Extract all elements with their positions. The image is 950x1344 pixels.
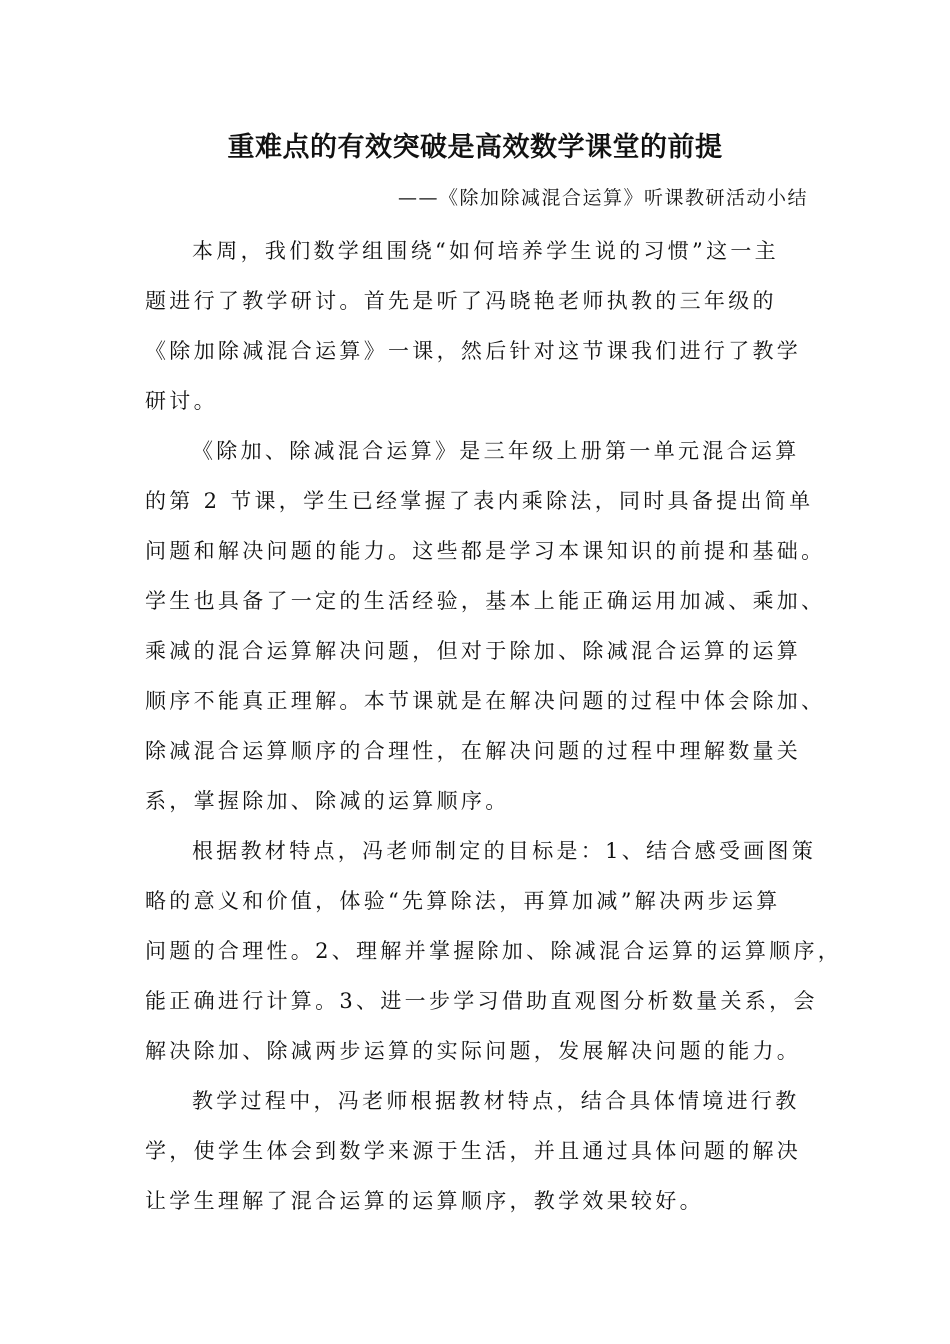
paragraph-1-line: 《除加除减混合运算》一课，然后针对这节课我们进行了教学 [145, 339, 802, 363]
paragraph-2-line: 的第 2 节课，学生已经掌握了表内乘除法，同时具备提出简单 [145, 489, 814, 513]
paragraph-2-line: 系，掌握除加、除减的运算顺序。 [145, 789, 510, 813]
paragraph-3-line: 能正确进行计算。3、进一步学习借助直观图分析数量关系，会 [145, 989, 818, 1013]
paragraph-3-line: 根据教材特点，冯老师制定的目标是：1、结合感受画图策 [192, 839, 817, 863]
paragraph-2-line: 除减混合运算顺序的合理性，在解决问题的过程中理解数量关 [145, 739, 802, 763]
paragraph-1-line: 题进行了教学研讨。首先是听了冯晓艳老师执教的三年级的 [145, 289, 777, 313]
paragraph-4-line: 让学生理解了混合运算的运算顺序，教学效果较好。 [145, 1189, 704, 1213]
paragraph-4-line: 教学过程中，冯老师根据教材特点，结合具体情境进行教 [192, 1089, 800, 1113]
paragraph-3-line: 略的意义和价值，体验“先算除法，再算加减”解决两步运算 [145, 889, 781, 913]
paragraph-2-line: 问题和解决问题的能力。这些都是学习本课知识的前提和基础。 [145, 539, 826, 563]
paragraph-2-line: 顺序不能真正理解。本节课就是在解决问题的过程中体会除加、 [145, 689, 826, 713]
document-title: 重难点的有效突破是高效数学课堂的前提 [227, 132, 723, 163]
paragraph-4-line: 学，使学生体会到数学来源于生活，并且通过具体问题的解决 [145, 1139, 802, 1163]
document-subtitle: ——《除加除减混合运算》听课教研活动小结 [397, 187, 808, 209]
paragraph-2-line: 《除加、除减混合运算》是三年级上册第一单元混合运算 [192, 439, 800, 463]
paragraph-1-line: 研讨。 [145, 389, 218, 413]
paragraph-3-line: 解决除加、除减两步运算的实际问题，发展解决问题的能力。 [145, 1039, 802, 1063]
paragraph-2-line: 学生也具备了一定的生活经验，基本上能正确运用加减、乘加、 [145, 589, 826, 613]
paragraph-3-line: 问题的合理性。2、理解并掌握除加、除减混合运算的运算顺序， [145, 939, 843, 963]
paragraph-2-line: 乘减的混合运算解决问题，但对于除加、除减混合运算的运算 [145, 639, 802, 663]
paragraph-1-line: 本周，我们数学组围绕“如何培养学生说的习惯”这一主 [192, 239, 779, 263]
